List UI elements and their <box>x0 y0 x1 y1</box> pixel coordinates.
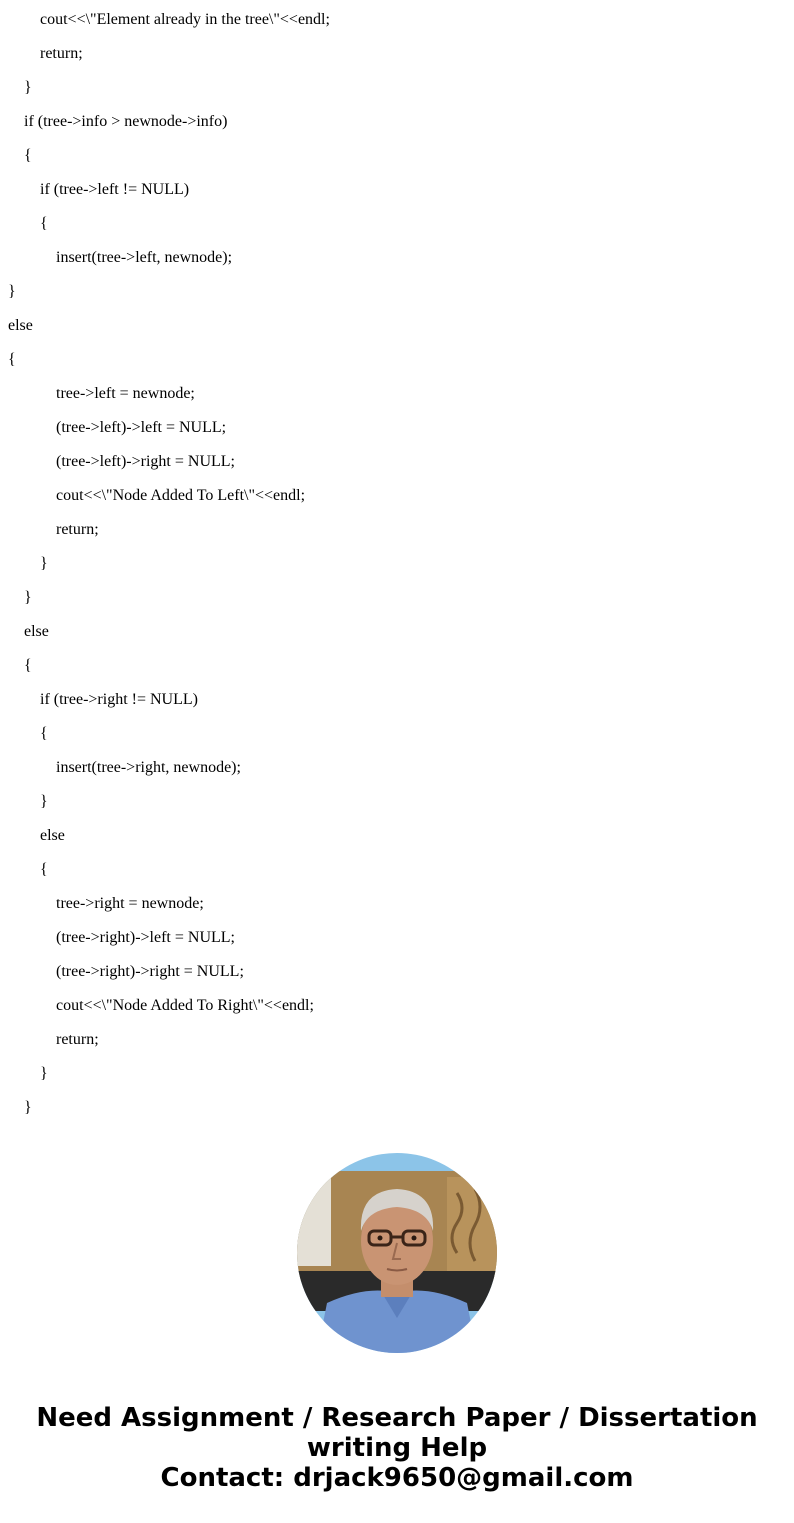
code-line: insert(tree->left, newnode); <box>56 249 233 266</box>
code-line: { <box>40 861 48 878</box>
code-line: else <box>24 623 49 640</box>
author-photo-icon <box>297 1153 497 1353</box>
code-line: { <box>40 215 48 232</box>
code-line: cout<<\"Element already in the tree\"<<endl; <box>40 11 330 28</box>
code-line: tree->right = newnode; <box>56 895 204 912</box>
code-line: { <box>40 725 48 742</box>
code-line: (tree->right)->left = NULL; <box>56 929 235 946</box>
code-line: if (tree->left != NULL) <box>40 181 190 198</box>
code-line: } <box>8 283 16 300</box>
code-line: cout<<\"Node Added To Left\"<<endl; <box>56 487 306 504</box>
banner-line-1: Need Assignment / Research Paper / Dissertation <box>36 1403 758 1433</box>
code-line: { <box>8 351 16 368</box>
code-line: return; <box>56 1031 99 1048</box>
code-line: else <box>8 317 33 334</box>
code-line: } <box>24 1099 32 1116</box>
code-line: (tree->left)->right = NULL; <box>56 453 235 470</box>
code-line: if (tree->info > newnode->info) <box>24 113 228 130</box>
code-line: if (tree->right != NULL) <box>40 691 198 708</box>
code-line: cout<<\"Node Added To Right\"<<endl; <box>56 997 314 1014</box>
code-line: } <box>40 1065 48 1082</box>
code-line: insert(tree->right, newnode); <box>56 759 241 776</box>
code-listing <box>8 3 788 1125</box>
contact-banner <box>0 1403 794 1493</box>
banner-line-2: writing Help <box>306 1433 488 1463</box>
code-line: else <box>40 827 65 844</box>
code-line: } <box>24 589 32 606</box>
author-avatar <box>297 1153 497 1353</box>
code-line: } <box>40 555 48 572</box>
code-line: } <box>24 79 32 96</box>
code-line: tree->left = newnode; <box>56 385 195 402</box>
code-line: return; <box>40 45 83 62</box>
contact-email: Contact: drjack9650@gmail.com <box>160 1463 634 1493</box>
code-line: (tree->right)->right = NULL; <box>56 963 244 980</box>
code-line: return; <box>56 521 99 538</box>
code-line: { <box>24 657 32 674</box>
code-line: { <box>24 147 32 164</box>
code-line: } <box>40 793 48 810</box>
code-line: (tree->left)->left = NULL; <box>56 419 227 436</box>
